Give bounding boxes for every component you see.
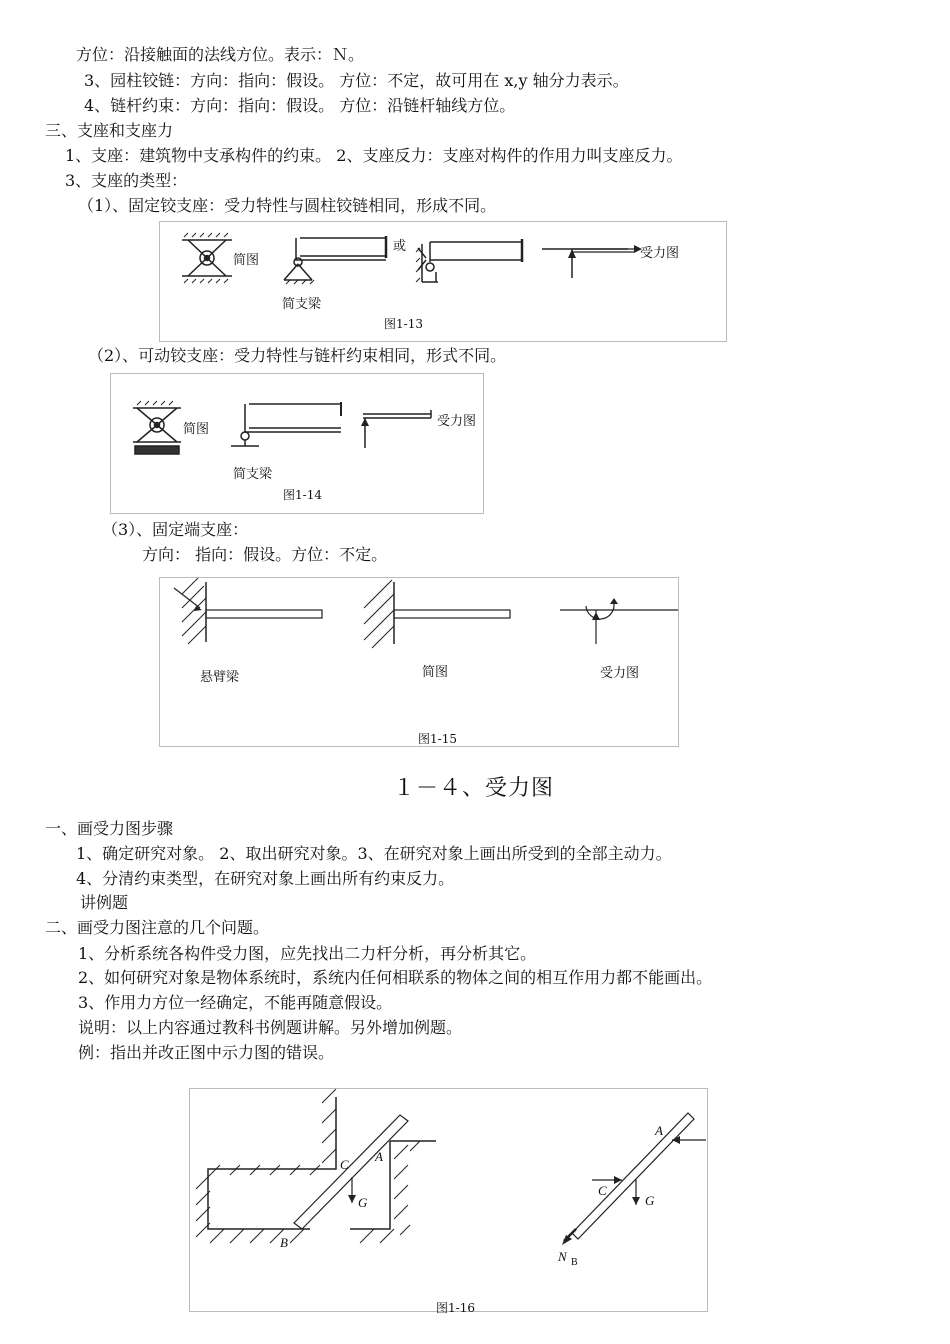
text-line: （1）、固定铰支座：受力特性与圆柱铰链相同，形成不同。: [78, 196, 497, 215]
figure-1-15: [159, 577, 679, 747]
text-line: 1、分析系统各构件受力图，应先找出二力杆分析，再分析其它。: [78, 944, 537, 963]
text-line: 3、支座的类型：: [65, 171, 188, 190]
text-line: 1、确定研究对象。 2、取出研究对象。3、在研究对象上画出所受到的全部主动力。: [76, 844, 672, 863]
figure-1-13-drawing: [160, 222, 726, 341]
text-line: （2）、可动铰支座：受力特性与链杆约束相同，形式不同。: [88, 346, 507, 365]
text-line: 3、作用力方位一经确定，不能再随意假设。: [78, 993, 393, 1012]
label-jiantu: 简图: [183, 422, 210, 437]
text-line: （3）、固定端支座：: [102, 520, 249, 539]
text-line: 方向： 指向：假设。方位：不定。: [142, 545, 388, 564]
label-or: 或: [393, 239, 407, 254]
figure-caption: 图1-15: [418, 732, 457, 746]
label-jiantu: 简图: [422, 665, 449, 680]
label-A: A: [375, 1149, 383, 1164]
text-line: 方位：沿接触面的法线方位。表示：Ｎ。: [76, 45, 365, 64]
label-jiantu: 简图: [233, 253, 260, 268]
label-force-diagram: 受力图: [640, 246, 680, 261]
label-force-diagram: 受力图: [600, 666, 640, 681]
section-heading: 三、支座和支座力: [45, 121, 174, 140]
text-line: 讲例题: [80, 893, 129, 912]
label-simple-beam: 简支梁: [233, 467, 273, 482]
label-C-right: C: [598, 1183, 607, 1198]
figure-caption: 图1-13: [384, 317, 423, 331]
text-line: 4、分清约束类型，在研究对象上画出所有约束反力。: [76, 869, 455, 888]
text-line: 4、链杆约束：方向：指向：假设。 方位：沿链杆轴线方位。: [84, 96, 516, 115]
text-line: 1、支座：建筑物中支承构件的约束。 2、支座反力：支座对构件的作用力叫支座反力。: [65, 146, 683, 165]
figure-1-13: [159, 221, 727, 342]
text-line: 3、园柱铰链：方向：指向：假设。 方位：不定，故可用在 x,y 轴分力表示。: [84, 71, 629, 90]
label-force-diagram: 受力图: [437, 414, 477, 429]
figure-caption: 图1-14: [283, 488, 322, 502]
label-cantilever: 悬臂梁: [200, 670, 240, 685]
figure-1-16: [189, 1088, 708, 1315]
label-A-right: A: [655, 1123, 663, 1138]
label-G: G: [358, 1195, 368, 1210]
label-simple-beam: 简支梁: [282, 297, 322, 312]
figure-caption: 图1-16: [436, 1301, 475, 1315]
section-heading: 二、画受力图注意的几个问题。: [45, 918, 270, 937]
label-G-right: G: [645, 1193, 655, 1208]
text-line: 说明：以上内容通过教科书例题讲解。另外增加例题。: [78, 1018, 463, 1037]
figure-1-14: [110, 373, 484, 514]
text-line: 例：指出并改正图中示力图的错误。: [78, 1043, 335, 1062]
section-heading: 一、画受力图步骤: [45, 819, 174, 838]
section-title: １－４、受力图: [393, 776, 555, 801]
label-N: N: [558, 1249, 567, 1264]
label-C: C: [340, 1157, 349, 1172]
label-N-subscript: B: [571, 1257, 578, 1268]
label-B: B: [280, 1235, 288, 1250]
text-line: 2、如何研究对象是物体系统时，系统内任何相联系的物体之间的相互作用力都不能画出。: [78, 968, 713, 987]
figure-1-16-drawing: [190, 1089, 707, 1311]
